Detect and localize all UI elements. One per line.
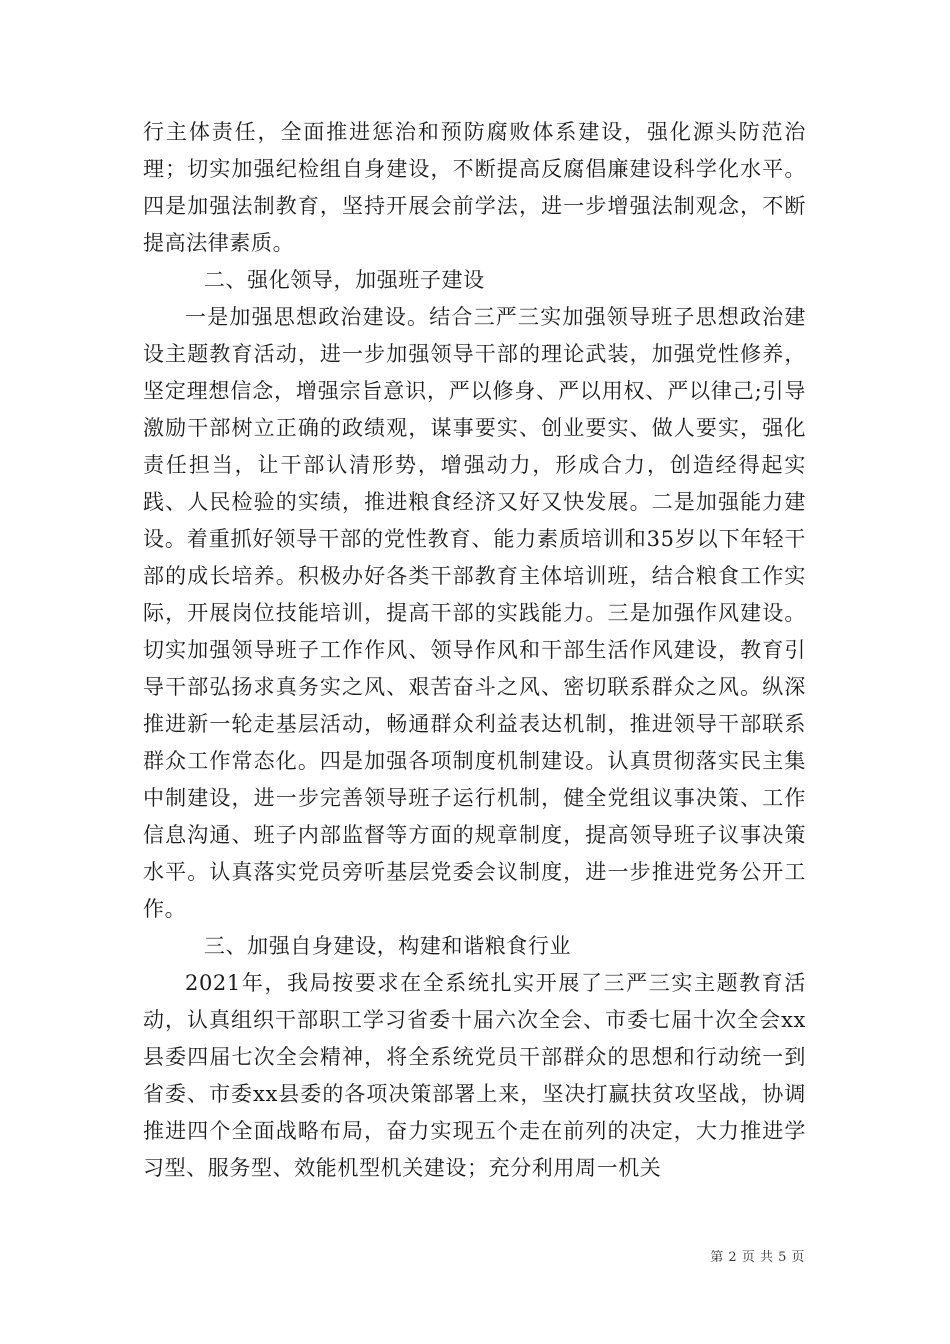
document-body [143,114,806,1187]
section-heading-3: 三、加强自身建设，构建和谐粮食行业 [203,934,572,958]
paragraph-leadership: 一是加强思想政治建设。结合三严三实加强领导班子思想政治建设主题教育活动，进一步加强领导干部的理论武装，加强党性修养，坚定理想信念，增强宗旨意识，严以修身、严以用权、严以律己;引导激励干部树立正确的政绩观，谋事要实、创业要实、做人要实，强化责任担当，让干部认清形势，增强动力，形成合力，创造经得起实践、人民检验的实绩，推进粮食经济又好又快发展。二是加强能力建设。着重抓好领导干部的党性教育、能力素质培训和35岁以下年轻干部的成长培养。积极办好各类干部教育主体培训班，结合粮食工作实际，开展岗位技能培训，提高干部的实践能力。三是加强作风建设。切实加强领导班子工作作风、领导作风和干部生活作风建设，教育引导干部弘扬求真务实之风、艰苦奋斗之风、密切联系群众之风。纵深推进新一轮走基层活动，畅通群众利益表达机制，推进领导干部联系群众工作常态化。四是加强各项制度机制建设。认真贯彻落实民主集中制建设，进一步完善领导班子运行机制，健全党组议事决策、工作信息沟通、班子内部监督等方面的规章制度，提高领导班子议事决策水平。认真落实党员旁听基层党委会议制度，进一步推进党务公开工作。 [143,305,806,921]
section-heading-2: 二、强化领导，加强班子建设 [203,268,485,292]
paragraph-self-building: 2021年，我局按要求在全系统扎实开展了三严三实主题教育活动，认真组织干部职工学习省委十届六次全会、市委七届十次全会xx县委四届七次全会精神，将全系统党员干部群众的思想和行动统一到省委、市委xx县委的各项决策部署上来，坚决打赢扶贫攻坚战，协调推进四个全面战略布局，奋力实现五个走在前列的决定，大力推进学习型、服务型、效能机型机关建设；充分利用周一机关 [143,971,806,1180]
paragraph-continuation: 行主体责任，全面推进惩治和预防腐败体系建设，强化源头防范治理；切实加强纪检组自身建设，不断提高反腐倡廉建设科学化水平。四是加强法制教育，坚持开展会前学法，进一步增强法制观念，不断提高法律素质。 [143,120,806,255]
page-number-footer: 第 2 页 共 5 页 [710,1250,805,1265]
